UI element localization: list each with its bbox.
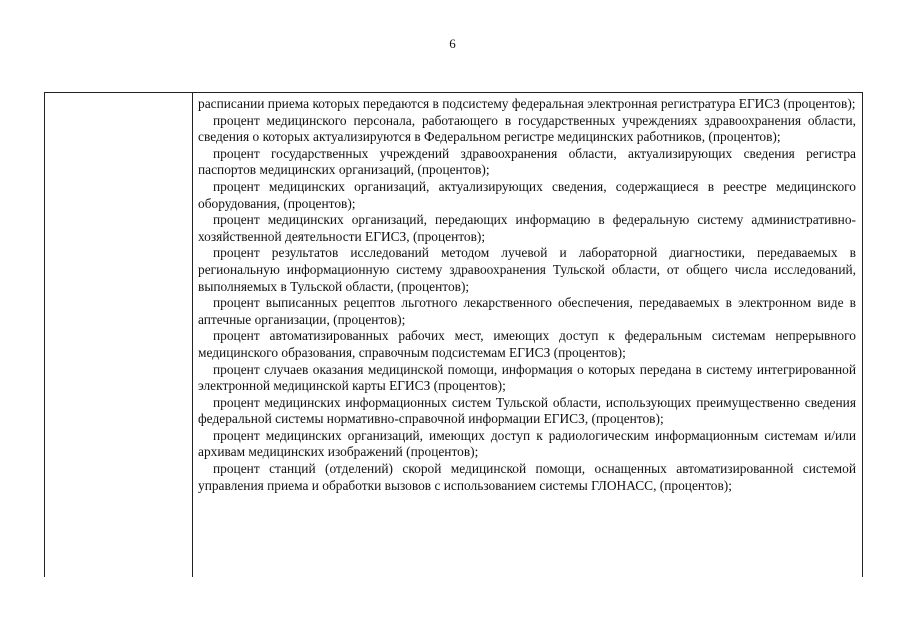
paragraph: процент медицинских организаций, передающих информацию в федеральную систему административно-хозяйственной деятельности ЕГИСЗ, (процентов); — [198, 212, 856, 244]
table-right-cell — [193, 93, 862, 577]
paragraph: процент станций (отделений) скорой медицинской помощи, оснащенных автоматизированной системой управления приема и обработки вызовов с использованием системы ГЛОНАСС, (процентов); — [198, 461, 856, 493]
paragraph: процент медицинских информационных систем Тульской области, использующих преимущественно сведения федеральной системы нормативно-справочной информации ЕГИСЗ, (процентов); — [198, 394, 856, 427]
paragraph: процент результатов исследований методом лучевой и лабораторной диагностики, передаваемых в региональную информационную систему здравоохранения Тульской области, от общего числа исследований, выполняемых в Тульской области, (процентов); — [198, 245, 856, 294]
paragraph: процент медицинских организаций, имеющих доступ к радиологическим информационным системам и/или архивам медицинских изображений (процентов); — [198, 427, 856, 460]
paragraph: процент случаев оказания медицинской помощи, информация о которых передана в систему интегрированной электронной медицинской карты ЕГИСЗ (процентов); — [198, 361, 856, 394]
document-table — [44, 92, 863, 577]
table-left-cell — [45, 93, 193, 577]
paragraph: процент автоматизированных рабочих мест, имеющих доступ к федеральным системам непрерывного медицинского образования, справочным подсистемам ЕГИСЗ (процентов); — [198, 328, 856, 360]
paragraph: процент медицинского персонала, работающего в государственных учреждениях здравоохранения области, сведения о которых актуализируются в Федеральном регистре медицинских работников, (процентов); — [198, 112, 856, 145]
paragraph: расписании приема которых передаются в подсистему федеральная электронная регистратура ЕГИСЗ (процентов); — [198, 96, 856, 111]
paragraph: процент выписанных рецептов льготного лекарственного обеспечения, передаваемых в электронном виде в аптечные организации, (процентов); — [198, 295, 856, 327]
paragraph: процент медицинских организаций, актуализирующих сведения, содержащиеся в реестре медицинского оборудования, (процентов); — [198, 178, 856, 211]
paragraph: процент государственных учреждений здравоохранения области, актуализирующих сведения регистра паспортов медицинских организаций, (процентов); — [198, 145, 856, 178]
page-number: 6 — [449, 36, 456, 51]
